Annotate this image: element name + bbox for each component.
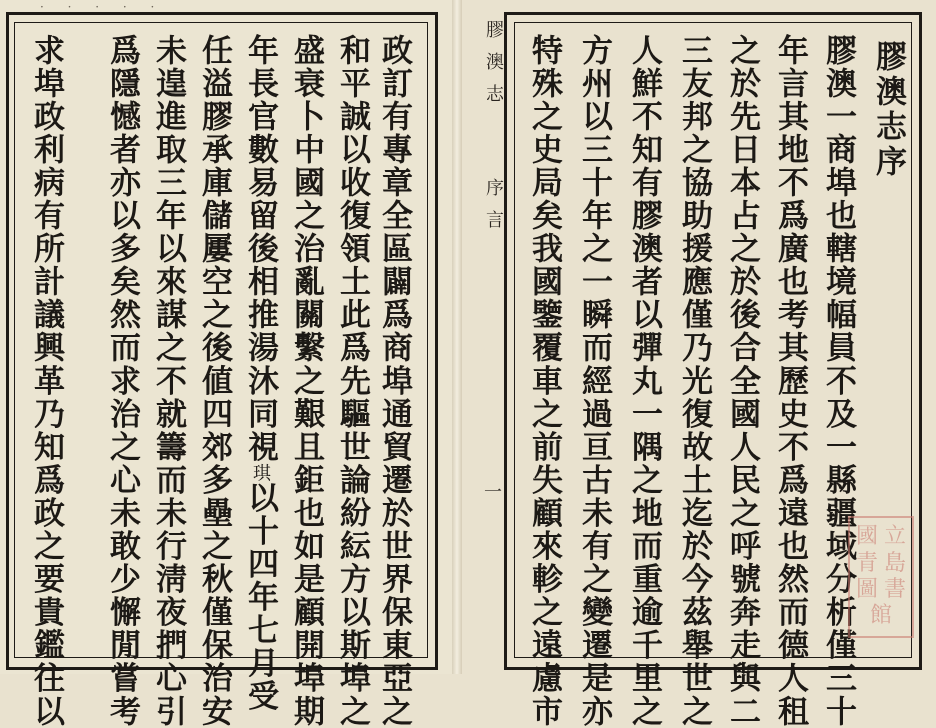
text-column-3: 盛衰卜中國之治亂關繫之艱且鉅也如是顧開埠期	[288, 34, 324, 728]
right-text-column-4: 三友邦之協助援應僅乃光復故土迄於今茲舉世之	[676, 34, 712, 728]
gutter-book-title: 膠澳志	[483, 20, 504, 116]
page-number: 一	[484, 482, 502, 503]
text-column-8: 求埠政利病有所計議興革乃知爲政之要貴鑑往以	[28, 34, 64, 728]
right-text-column-1: 膠澳一商埠也轄境幅員不及一縣疆域分析僅三十	[820, 34, 856, 728]
text-column-4-part-a: 年長官數易留後相推湯沐同視	[242, 34, 278, 464]
right-text-column-3: 之於先日本占之於後合全國人民之呼號奔走與二	[724, 34, 760, 728]
top-margin-scrap: · · · · ·	[40, 0, 165, 14]
inline-small-char: 琪	[250, 463, 271, 482]
left-page	[0, 0, 458, 728]
text-column-4-part-b: 以十四年七月受	[242, 481, 278, 714]
preface-title: 膠澳志序	[870, 40, 906, 180]
text-column-5: 任溢膠承庫儲屢空之後値四郊多壘之秋僅保治安	[196, 34, 232, 728]
text-column-1: 政訂有專章全區闢爲商埠通貿遷於世界保東亞之	[376, 34, 412, 728]
text-column-6: 未遑進取三年以來謀之不就籌而未行淸夜捫心引	[150, 34, 186, 728]
text-column-7: 爲隱憾者亦以多矣然而求治之心未敢少懈閒嘗考	[104, 34, 140, 728]
text-column-2: 和平誠以收復領土此爲先驅世論紛紜方以斯埠之	[334, 34, 370, 728]
library-seal-stamp: 國 立 青 島 圖 書 館	[848, 516, 914, 638]
right-text-column-7: 特殊之史局矣我國鑒覆車之前失顧來軫之遠慮市	[526, 34, 562, 728]
right-text-column-6: 方州以三十年之一瞬而經過亘古未有之變遷是亦	[576, 34, 612, 728]
right-text-column-2: 年言其地不爲廣也考其歷史不爲遠也然而德人租	[772, 34, 808, 728]
right-text-column-5: 人鮮不知有膠澳者以彈丸一隅之地而重逾千里之	[626, 34, 662, 728]
text-column-4	[242, 34, 278, 714]
gutter-section-title: 序言	[483, 178, 504, 242]
